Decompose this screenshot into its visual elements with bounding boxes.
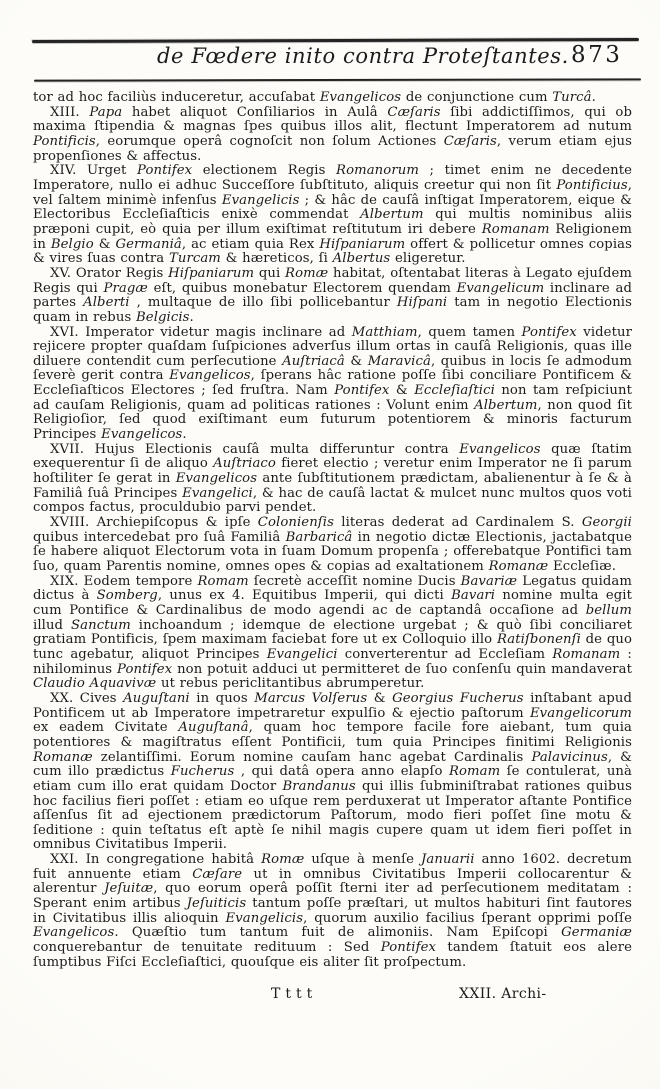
text-run: ante ſubſtitutionem prædictam, abalienentur à ſe & à Familiâ ſuâ Principes [33, 471, 632, 501]
italic-text-run: Evangelicos [169, 368, 251, 384]
italic-text-run: Pontifex [334, 383, 390, 399]
text-run: XVIII. Archiepiſcopus & ipſe [50, 515, 258, 531]
paragraph [33, 443, 632, 516]
italic-text-run: bellum [585, 602, 632, 618]
text-run: , non quod ſit Religioſior, ſed quod exiſtimant eum futurum potentiorem & minoris facturum Principes [33, 397, 632, 443]
italic-text-run: Eccleſiaſtici [414, 383, 495, 399]
text-run: , quem tamen [417, 324, 522, 340]
page-footer [33, 986, 632, 1006]
italic-text-run: Brandanus [282, 778, 356, 794]
italic-text-run: Turcâ [552, 90, 592, 105]
italic-text-run: Palavicinus [531, 749, 608, 765]
italic-text-run: Ratiſbonenſi [496, 632, 581, 648]
text-run: XIV. Urget [50, 163, 137, 179]
text-run: XX. Cives [50, 690, 124, 706]
text-run: ex eadem Civitate [33, 720, 179, 736]
text-run: & [344, 353, 368, 369]
italic-text-run: Pontifex [137, 163, 193, 179]
italic-text-run: Evangelicis [225, 910, 304, 926]
text-run: ſibi addictiſſimos, qui ob maxima ſtipendia & magnas ſpes quibus illos alit, flectunt Imperatorem ad nutum [33, 104, 632, 135]
text-run: converterentur ad Eccleſiam [337, 646, 553, 662]
catchword: XXII. Archi- [459, 986, 547, 1002]
italic-text-run: Somberg [96, 588, 158, 604]
italic-text-run: Pontificius [556, 177, 628, 193]
italic-text-run: Matthiam [351, 324, 418, 340]
text-run: ſe contulerat, unà etiam cum illo erat quidam Doctor [33, 764, 632, 794]
italic-text-run: Januarii [421, 852, 475, 868]
text-run: de quo tunc agebatur, aliquot Principes [33, 632, 632, 662]
italic-text-run: Romæ [285, 265, 329, 281]
text-run: & [389, 383, 415, 399]
italic-text-run: Papa [89, 104, 123, 120]
italic-text-run: Jeſuiticis [186, 896, 247, 912]
italic-text-run: Romanæ [488, 559, 549, 574]
italic-text-run: Maravicâ [367, 353, 431, 369]
page-body [33, 91, 632, 970]
paragraph [33, 106, 632, 165]
header-rule-top [32, 38, 639, 43]
text-run: eligeretur. [390, 251, 466, 267]
text-run: eſt, quibus monebatur Electorem quendam [147, 280, 457, 296]
italic-text-run: Evangelicos [101, 427, 183, 443]
text-run: nomine multa egit cum Pontifice & Cardinalibus de modo agendi ac de captandâ occaſione ad [33, 588, 632, 618]
text-run: . [182, 427, 187, 443]
text-run: , & cum illo prædictus [33, 749, 632, 780]
paragraph [33, 91, 632, 106]
text-run: non tam reſpiciunt ad cauſam Religionis, quam ad politicas rationes : Volunt enim [33, 383, 632, 413]
italic-text-run: Georgius Fucherus [392, 690, 524, 706]
italic-text-run: Evangelicum [456, 280, 545, 296]
italic-text-run: Colonienſis [257, 515, 334, 531]
italic-text-run: Georgii [581, 515, 632, 531]
italic-text-run: Auguſtani [123, 690, 190, 706]
italic-text-run: Pontifex [521, 324, 577, 340]
italic-text-run: Evangelicos [459, 441, 541, 457]
italic-text-run: Belgio [50, 236, 94, 252]
italic-text-run: Auſtriacâ [282, 353, 345, 369]
text-run: , multaque de illo ſibi pollicebantur [129, 295, 397, 311]
italic-text-run: Cæſaris [387, 104, 441, 120]
signature-mark: Tttt [271, 986, 318, 1002]
text-run: qui multis nominibus aliis præponi cupit, eò quia per illum exiſtimat reſtitutum iri debere [33, 207, 632, 237]
running-title: de Fœdere inito contra Proteſtantes. [157, 44, 569, 68]
italic-text-run: Hiſpani [396, 295, 448, 311]
paragraph [33, 267, 632, 326]
text-run: fieret electio ; veretur enim Imperator ne ſi parum hoſtiliter ſe gerat in [33, 456, 632, 487]
text-run: Eccleſiæ. [548, 559, 617, 574]
text-run: illud [33, 617, 72, 633]
paragraph [33, 516, 632, 575]
italic-text-run: Bavariæ [460, 573, 518, 589]
text-run: , quo eorum operâ poſſit ſterni iter ad perſecutionem meditatam : Sperant enim artibus [33, 881, 632, 912]
text-run: , quorum auxilio facilius ſperant opprimi poſſe [303, 910, 632, 926]
italic-text-run: Claudio Aquavivæ [33, 676, 157, 692]
text-run: . Quæſtio tum tantum fuit de alimoniis. Nam Epiſcopi [114, 925, 562, 941]
text-run: , ac etiam quia Rex [181, 236, 320, 252]
italic-text-run: Evangelici [182, 485, 253, 501]
text-run: : nihilominus [33, 646, 632, 677]
text-run: zelantiſſimi. Eorum nomine cauſam hanc agebat Cardinalis [92, 749, 532, 765]
text-run: . [591, 90, 596, 105]
text-run: , & hac de cauſâ lactat & mulcet nunc multos quos voti compos factus, proculdubio parvi pendet. [33, 485, 632, 516]
italic-text-run: Romam [197, 573, 249, 589]
paragraph [33, 692, 632, 853]
italic-text-run: Evangelicos [175, 471, 258, 487]
italic-text-run: Hiſpaniarum [319, 236, 406, 252]
text-run: ; timet enim ne decedente Imperatore, nullo ei adhuc Succeſſore ſubſtituto, aliquis creetur qui non ſit [33, 163, 632, 193]
text-run: quæ ſtatim exequerentur ſi de aliquo [33, 441, 633, 472]
italic-text-run: Germaniâ [115, 236, 182, 252]
italic-text-run: Barbaricâ [285, 529, 353, 545]
text-run: Religionem in [33, 221, 632, 252]
text-run: XVII. Hujus Electionis cauſâ multa differuntur contra [50, 441, 460, 457]
text-run: tantum poſſe præſtari, ut multos habituri ſint fautores in Civitatibus illis alioquin [33, 896, 632, 926]
text-run: literas dederat ad Cardinalem S. [333, 515, 582, 531]
text-run: ſecretè acceſſit nomine Ducis [248, 573, 461, 589]
italic-text-run: Pontifex [380, 940, 437, 956]
italic-text-run: Romæ [261, 852, 305, 868]
italic-text-run: Hiſpaniarum [168, 265, 255, 281]
italic-text-run: Germaniæ [561, 925, 632, 941]
text-run: . [189, 309, 194, 325]
text-run: , eorumque operâ cognoſcit non ſolum Actiones [95, 133, 444, 149]
text-run: quibus intercedebat pro ſuâ Familiâ [33, 529, 286, 545]
text-run: , vel ſaltem minimè infenſus [33, 177, 632, 208]
italic-text-run: Cæſaris [443, 133, 497, 149]
text-run: inchoandum ; idemque de electione urgebat ; & quò ſibi conciliaret gratiam Pontificis, ſpem maximam faciebat fore ut ex Colloquio illo [33, 617, 632, 648]
text-run: , quibus in locis ſe admodum ſeverè gerit contra [33, 353, 632, 384]
italic-text-run: Albertum [474, 397, 538, 413]
text-run: Legatus quidam dictus à [33, 573, 633, 604]
text-run: , unus ex 4. Equitibus Imperii, qui dicti [157, 588, 452, 604]
text-run: anno 1602. decretum fuit annuente etiam [33, 852, 632, 882]
paragraph [33, 164, 632, 267]
italic-text-run: Cæſare [192, 866, 243, 882]
text-run: XIX. Eodem tempore [50, 573, 198, 589]
text-run: , verum etiam ejus propenſiones & affectus. [33, 133, 633, 164]
text-run: & [93, 236, 116, 252]
italic-text-run: Fucherus [170, 764, 235, 780]
italic-text-run: Auguſtanâ [178, 720, 249, 736]
italic-text-run: Romam [448, 764, 501, 780]
italic-text-run: Auſtriaco [213, 456, 276, 472]
italic-text-run: Bavari [451, 588, 496, 604]
text-run: offert & pollicetur omnes copias & vires ſuas contra [33, 236, 632, 267]
text-run: de conjunctione cum [401, 90, 553, 105]
italic-text-run: Sanctum [71, 617, 131, 633]
italic-text-run: Alberti [83, 295, 130, 311]
text-run: electionem Regis [192, 163, 337, 179]
paragraph [33, 326, 632, 443]
text-run: , ſperans hâc ratione poſſe ſibi conciliare Pontificem & Eccleſiaſticos Electores ; ſed fruſtra. Nam [33, 368, 632, 399]
text-run: ut in omnibus Civitatibus Imperii collocarentur & alerentur [33, 866, 632, 897]
text-run: uſque à menſe [304, 852, 422, 868]
text-run: & hæreticos, ſi [220, 251, 333, 267]
italic-text-run: Albertus [332, 251, 391, 267]
italic-text-run: Marcus Volſerus [254, 690, 368, 706]
text-run: , qui datâ opera anno elapſo [234, 764, 449, 780]
text-run: videtur rejicere propter quaſdam ſuſpiciones adverſus illum ortas in cauſâ Religionis, quas ille diluere contendit cum perſecutione [33, 324, 632, 369]
text-run: qui illis ſubminiſtrabat rationes quibus hoc facilius fieri poſſet : etiam eo uſque rem perduxerat ut Imperator aſtante Pontifice aſſenſus ſit ad ejectionem prædictorum Paſtorum, modo fieri poſſet ſine motu & ſeditione : quin teſtatus eſt aptè ſe nihil magis cupere quam ut idem fieri poſſet in omnibus Civitatibus Imperii. [33, 778, 632, 853]
italic-text-run: Pragæ [103, 280, 148, 296]
text-run: , quam hoc tempore facile fore aiebant, tum quia potentiores & magiſtratus eſſent Pontificii, tum quia Principes finitimi Religionis [33, 720, 633, 750]
text-run: tam in negotio Electionis quam in rebus [33, 295, 632, 325]
text-run: non potuit adduci ut permitteret de ſuo conſenſu quin mandaverat [172, 661, 633, 677]
italic-text-run: Albertum [360, 207, 424, 223]
italic-text-run: Evangelicos [319, 90, 402, 105]
text-run: XV. Orator Regis [50, 265, 169, 281]
text-run: XVI. Imperator videtur magis inclinare ad [50, 324, 352, 340]
text-run: ; & hâc de cauſâ inſtigat Imperatorem, eique & Electoribus Eccleſiaſticis enixè commendat [33, 192, 632, 223]
text-run: conquerebantur de tenuitate redituum : Sed [33, 940, 381, 956]
paragraph [33, 575, 632, 692]
text-run: qui [254, 265, 286, 281]
text-run: inſtabant apud Pontificem ut ab Imperatore impetraretur expulſio & ejectio paſtorum [33, 690, 632, 721]
italic-text-run: Pontifex [117, 661, 173, 677]
italic-text-run: Evangelicorum [529, 705, 632, 721]
text-run: tor ad hoc faciliùs induceretur, accuſabat [33, 90, 320, 105]
text-run: ut rebus periclitantibus abrumperetur. [156, 676, 425, 692]
italic-text-run: Evangelicos [33, 925, 115, 941]
italic-text-run: Romanæ [33, 749, 93, 765]
text-run: habitat, oſtentabat literas à Legato ejuſdem Regis qui [33, 265, 632, 296]
text-run: & [367, 690, 393, 706]
text-run: in negotio dictæ Electionis, jactabatque ſe habere aliquot Electorum vota in ſuam Domum propenſa ; offerebatque Pontifici tam ſuo, quam Parentis nomine, omnes opes & copias ad exaltationem [33, 529, 632, 574]
italic-text-run: Romanam [481, 221, 550, 237]
italic-text-run: Jeſuitæ [104, 881, 154, 897]
italic-text-run: Pontificis [33, 133, 96, 149]
header-rule-bottom [34, 78, 641, 82]
paragraph [33, 853, 632, 970]
page-number: 873 [571, 42, 623, 68]
italic-text-run: Belgicis [136, 309, 190, 325]
italic-text-run: Turcam [168, 251, 221, 267]
text-run: inclinare ad partes [33, 280, 632, 311]
italic-text-run: Romanorum [336, 163, 419, 179]
text-run: XIII. [50, 104, 90, 120]
italic-text-run: Romanam [552, 646, 621, 662]
text-run: habet aliquot Conſiliarios in Aulâ [122, 104, 388, 120]
italic-text-run: Evangelici [266, 646, 338, 662]
italic-text-run: Evangelicis [221, 192, 300, 208]
text-run: in quos [189, 690, 255, 706]
text-run: tandem ſtatuit eos alere ſumptibus Fiſci Eccleſiaſtici, quouſque eis aliter ſit proſpectum. [33, 940, 632, 970]
text-run: XXI. In congregatione habitâ [50, 852, 262, 868]
